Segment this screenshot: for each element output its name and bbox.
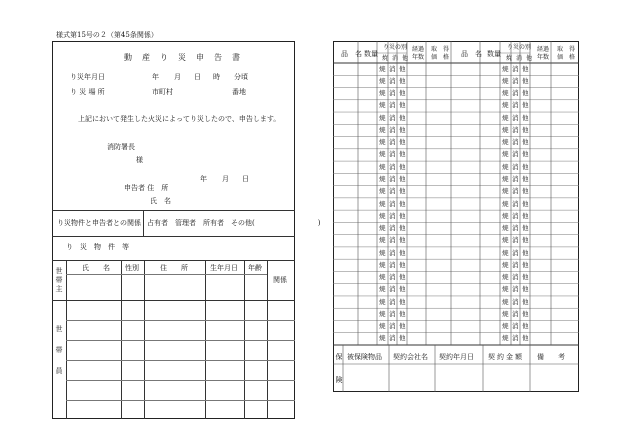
- row-mark-right: 他: [522, 174, 529, 183]
- list-header-damage-right: り災の別: [507, 44, 532, 51]
- row-mark-left: 消: [389, 322, 396, 331]
- row-mark-right: 他: [522, 248, 529, 257]
- row-mark-left: 焼: [379, 322, 386, 331]
- members-header-age: 年齢: [248, 264, 262, 272]
- row-mark-left: 消: [389, 187, 396, 196]
- row-mark-right: 他: [522, 76, 529, 85]
- list-header-years-left-2: 年数: [412, 54, 425, 61]
- row-mark-left: 他: [399, 273, 406, 282]
- row-mark-left: 焼: [379, 76, 386, 85]
- row-mark-right: 他: [522, 150, 529, 159]
- row-mark-left: 他: [399, 162, 406, 171]
- insurance-header-amount: 契約金額: [488, 353, 524, 361]
- row-mark-left: 消: [389, 260, 396, 269]
- row-mark-right: 他: [522, 125, 529, 134]
- insurance-char-1: 保: [335, 353, 343, 361]
- property-label: り 災 物 件 等: [66, 243, 129, 251]
- row-mark-left: 焼: [379, 334, 386, 343]
- row-mark-left: 消: [389, 236, 396, 245]
- form-title: 動 産 り 災 申 告 書: [124, 53, 241, 62]
- row-mark-left: 他: [399, 297, 406, 306]
- row-mark-right: 他: [522, 273, 529, 282]
- members-header-name: 氏 名: [82, 264, 110, 272]
- unit-minute: 分頃: [234, 73, 248, 81]
- row-mark-left: 他: [399, 260, 406, 269]
- row-mark-right: 他: [522, 224, 529, 233]
- row-mark-left: 焼: [379, 187, 386, 196]
- fire-place-label: り 災 場 所: [70, 88, 105, 96]
- row-mark-right: 焼: [502, 174, 509, 183]
- row-mark-left: 消: [389, 89, 396, 98]
- row-mark-left: 焼: [379, 162, 386, 171]
- row-mark-left: 焼: [379, 113, 386, 122]
- row-mark-right: 焼: [502, 285, 509, 294]
- row-mark-left: 他: [399, 187, 406, 196]
- row-mark-right: 消: [512, 260, 519, 269]
- members-char-1: 世: [55, 325, 63, 333]
- list-header-water-left: 消: [392, 55, 399, 62]
- members-header-relation: 関係: [273, 276, 287, 284]
- row-mark-right: 焼: [502, 248, 509, 257]
- row-mark-right: 焼: [502, 309, 509, 318]
- fire-chief-label: 消防署長: [107, 143, 135, 151]
- row-mark-left: 焼: [379, 297, 386, 306]
- row-mark-right: 焼: [502, 76, 509, 85]
- members-char-3: 員: [55, 367, 63, 375]
- row-mark-right: 他: [522, 101, 529, 110]
- householder-char-1: 世: [55, 267, 63, 275]
- row-mark-left: 他: [399, 64, 406, 73]
- row-mark-left: 他: [399, 125, 406, 134]
- list-header-other-left: 他: [402, 55, 409, 62]
- row-mark-left: 消: [389, 174, 396, 183]
- filing-month: 月: [222, 175, 229, 183]
- row-mark-left: 他: [399, 101, 406, 110]
- row-mark-left: 消: [389, 199, 396, 208]
- row-mark-left: 他: [399, 89, 406, 98]
- row-mark-left: 消: [389, 211, 396, 220]
- row-mark-left: 他: [399, 248, 406, 257]
- members-header-birth: 生年月日: [210, 264, 238, 272]
- row-mark-left: 焼: [379, 273, 386, 282]
- row-mark-left: 焼: [379, 64, 386, 73]
- row-mark-left: 消: [389, 285, 396, 294]
- row-mark-left: 焼: [379, 260, 386, 269]
- row-mark-left: 消: [389, 273, 396, 282]
- relation-options: 占有者 管理者 所有者 その他( ): [147, 219, 321, 227]
- row-mark-right: 消: [512, 334, 519, 343]
- unit-hour: 時: [213, 73, 220, 81]
- row-mark-right: 消: [512, 187, 519, 196]
- row-mark-right: 消: [512, 101, 519, 110]
- householder-char-3: 主: [55, 285, 63, 293]
- members-header-gender: 性別: [125, 264, 139, 272]
- honorific-sama: 様: [136, 156, 143, 164]
- list-header-years-left-1: 経過: [412, 46, 425, 53]
- row-mark-right: 消: [512, 64, 519, 73]
- row-mark-left: 消: [389, 224, 396, 233]
- list-header-burn-right: 焼: [506, 55, 513, 62]
- row-mark-right: 消: [512, 150, 519, 159]
- insurance-header-remarks: 備 考: [537, 353, 565, 361]
- row-mark-left: 焼: [379, 89, 386, 98]
- list-header-item-right: 品 名: [461, 50, 482, 58]
- list-header-other-right: 他: [526, 55, 533, 62]
- list-header-burn-left: 焼: [382, 55, 389, 62]
- unit-day: 日: [194, 73, 201, 81]
- row-mark-right: 消: [512, 322, 519, 331]
- row-mark-right: 消: [512, 125, 519, 134]
- applicant-name-label: 氏 名: [150, 197, 171, 205]
- row-mark-right: 焼: [502, 101, 509, 110]
- unit-municipality: 市町村: [152, 88, 173, 96]
- insurance-char-2: 険: [335, 376, 343, 384]
- row-mark-right: 消: [512, 174, 519, 183]
- applicant-address-label: 申告者 住 所: [124, 184, 169, 192]
- row-mark-right: 焼: [502, 89, 509, 98]
- list-header-qty-left: 数量: [364, 50, 378, 58]
- row-mark-left: 他: [399, 150, 406, 159]
- row-mark-left: 他: [399, 309, 406, 318]
- row-mark-right: 焼: [502, 199, 509, 208]
- row-mark-right: 焼: [502, 224, 509, 233]
- row-mark-right: 他: [522, 199, 529, 208]
- filing-year: 年: [200, 175, 207, 183]
- row-mark-right: 他: [522, 309, 529, 318]
- list-header-damage-left: り災の別: [383, 44, 408, 51]
- row-mark-left: 消: [389, 248, 396, 257]
- row-mark-left: 他: [399, 76, 406, 85]
- list-header-water-right: 消: [516, 55, 523, 62]
- members-header-address: 住 所: [160, 264, 188, 272]
- row-mark-right: 他: [522, 113, 529, 122]
- row-mark-right: 他: [522, 162, 529, 171]
- row-mark-right: 他: [522, 322, 529, 331]
- row-mark-left: 他: [399, 113, 406, 122]
- row-mark-right: 消: [512, 248, 519, 257]
- row-mark-right: 焼: [502, 113, 509, 122]
- unit-year: 年: [152, 73, 159, 81]
- unit-month: 月: [174, 73, 181, 81]
- row-mark-left: 焼: [379, 248, 386, 257]
- row-mark-right: 焼: [502, 187, 509, 196]
- row-mark-left: 消: [389, 125, 396, 134]
- row-mark-right: 焼: [502, 125, 509, 134]
- row-mark-left: 焼: [379, 125, 386, 134]
- row-mark-right: 他: [522, 138, 529, 147]
- row-mark-right: 焼: [502, 260, 509, 269]
- row-mark-right: 他: [522, 285, 529, 294]
- row-mark-left: 焼: [379, 174, 386, 183]
- row-mark-right: 焼: [502, 64, 509, 73]
- row-mark-right: 焼: [502, 162, 509, 171]
- list-header-value-right-1: 取 得: [557, 46, 576, 53]
- row-mark-right: 消: [512, 138, 519, 147]
- row-mark-left: 他: [399, 334, 406, 343]
- row-mark-right: 消: [512, 309, 519, 318]
- row-mark-right: 消: [512, 113, 519, 122]
- row-mark-left: 消: [389, 309, 396, 318]
- row-mark-left: 他: [399, 211, 406, 220]
- insurance-header-company: 契約会社名: [393, 353, 428, 361]
- row-mark-left: 消: [389, 113, 396, 122]
- row-mark-right: 他: [522, 334, 529, 343]
- row-mark-left: 消: [389, 101, 396, 110]
- row-mark-right: 消: [512, 76, 519, 85]
- statement-text: 上記において発生した火災によってり災したので、申告します。: [78, 115, 281, 123]
- row-mark-left: 焼: [379, 236, 386, 245]
- row-mark-left: 消: [389, 138, 396, 147]
- list-header-years-right-1: 経過: [537, 46, 550, 53]
- form-number-header: 様式第15号の２（第45条関係）: [56, 31, 158, 39]
- row-mark-right: 消: [512, 297, 519, 306]
- row-mark-left: 他: [399, 199, 406, 208]
- row-mark-right: 焼: [502, 273, 509, 282]
- row-mark-right: 他: [522, 64, 529, 73]
- row-mark-right: 焼: [502, 322, 509, 331]
- row-mark-right: 焼: [502, 138, 509, 147]
- row-mark-right: 消: [512, 162, 519, 171]
- row-mark-right: 消: [512, 224, 519, 233]
- row-mark-right: 他: [522, 89, 529, 98]
- row-mark-right: 他: [522, 297, 529, 306]
- list-header-years-right-2: 年数: [537, 54, 550, 61]
- unit-address-number: 番地: [232, 88, 246, 96]
- row-mark-left: 他: [399, 236, 406, 245]
- row-mark-left: 焼: [379, 150, 386, 159]
- row-mark-left: 焼: [379, 199, 386, 208]
- list-header-value-left-1: 取 得: [431, 46, 450, 53]
- row-mark-left: 他: [399, 174, 406, 183]
- list-header-value-left-2: 価 格: [431, 54, 450, 61]
- insurance-header-date: 契約年月日: [439, 353, 474, 361]
- row-mark-right: 他: [522, 236, 529, 245]
- row-mark-left: 消: [389, 162, 396, 171]
- row-mark-right: 焼: [502, 334, 509, 343]
- row-mark-left: 消: [389, 334, 396, 343]
- row-mark-right: 焼: [502, 150, 509, 159]
- row-mark-right: 消: [512, 199, 519, 208]
- row-mark-right: 他: [522, 187, 529, 196]
- row-mark-left: 焼: [379, 285, 386, 294]
- list-header-item-left: 品 名: [341, 50, 362, 58]
- row-mark-left: 焼: [379, 138, 386, 147]
- row-mark-right: 消: [512, 211, 519, 220]
- row-mark-right: 消: [512, 285, 519, 294]
- row-mark-right: 焼: [502, 297, 509, 306]
- row-mark-left: 焼: [379, 224, 386, 233]
- row-mark-left: 焼: [379, 309, 386, 318]
- filing-day: 日: [242, 175, 249, 183]
- row-mark-right: 焼: [502, 211, 509, 220]
- row-mark-left: 消: [389, 297, 396, 306]
- row-mark-right: 他: [522, 211, 529, 220]
- relation-label: り災物件と申告者との関係: [57, 219, 141, 227]
- fire-date-label: り災年月日: [70, 73, 105, 81]
- row-mark-left: 他: [399, 138, 406, 147]
- members-char-2: 帯: [55, 346, 63, 354]
- row-mark-left: 他: [399, 285, 406, 294]
- householder-char-2: 帯: [55, 276, 63, 284]
- row-mark-left: 消: [389, 64, 396, 73]
- row-mark-left: 焼: [379, 101, 386, 110]
- row-mark-right: 消: [512, 236, 519, 245]
- row-mark-left: 他: [399, 322, 406, 331]
- row-mark-right: 消: [512, 89, 519, 98]
- row-mark-right: 焼: [502, 236, 509, 245]
- row-mark-left: 消: [389, 150, 396, 159]
- row-mark-left: 焼: [379, 211, 386, 220]
- insurance-header-item: 被保険物品: [347, 353, 382, 361]
- list-header-qty-right: 数量: [487, 50, 501, 58]
- row-mark-left: 他: [399, 224, 406, 233]
- row-mark-right: 他: [522, 260, 529, 269]
- list-header-value-right-2: 価 格: [557, 54, 576, 61]
- row-mark-left: 消: [389, 76, 396, 85]
- row-mark-right: 消: [512, 273, 519, 282]
